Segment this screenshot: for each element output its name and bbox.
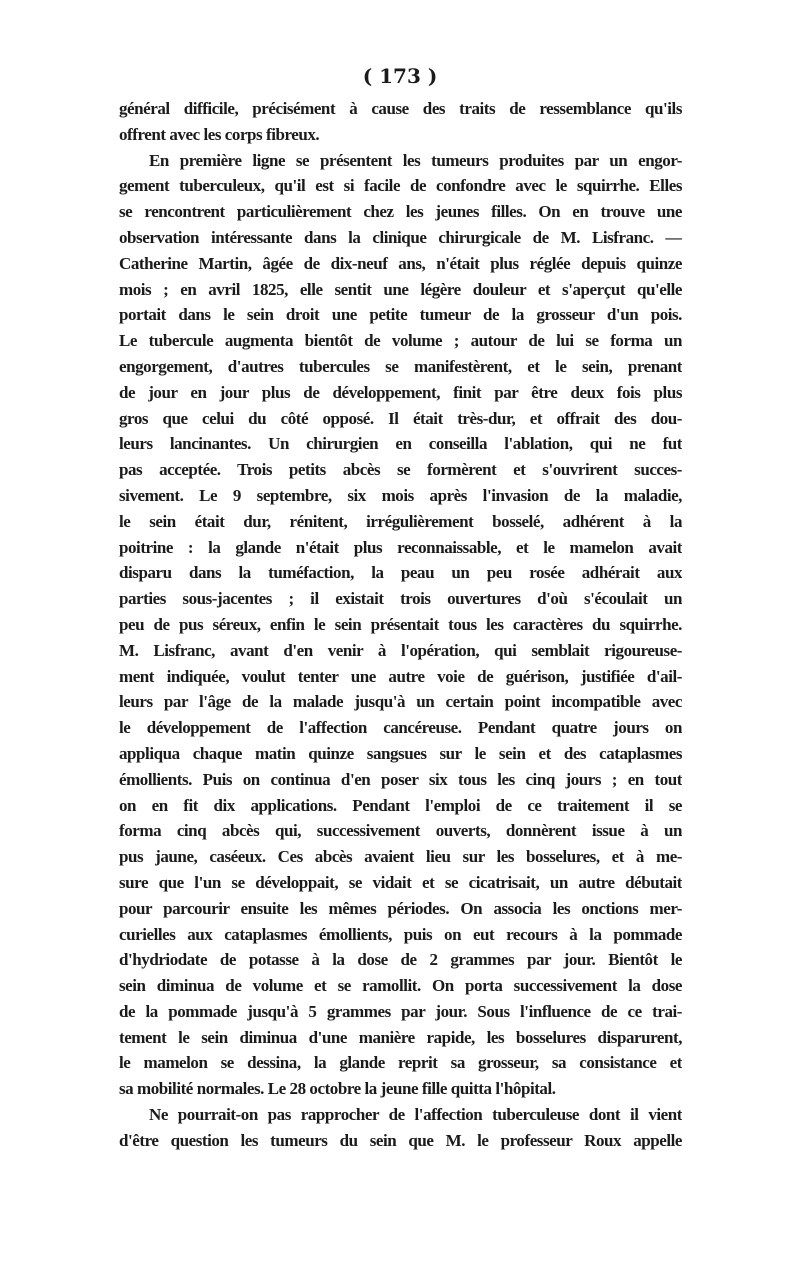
text-line: général difficile, précisément à cause des traits de ressemblance qu'ils <box>119 99 682 118</box>
text-line: Le tubercule augmenta bientôt de volume ; autour de lui se forma un <box>119 331 682 351</box>
text-line: d'hydriodate de potasse à la dose de 2 grammes par jour. Bientôt le <box>119 950 682 970</box>
text-line: d'être question les tumeurs du sein que M. le professeur Roux appelle <box>119 1130 682 1150</box>
text-line: Ne pourrait-on pas rapprocher de l'affection tuberculeuse dont il vient <box>149 1105 682 1125</box>
text-line: forma cinq abcès qui, successivement ouverts, donnèrent issue à un <box>119 821 682 841</box>
text-line: M. Lisfranc, avant d'en venir à l'opération, qui semblait rigoureuse- <box>119 640 682 660</box>
text-line: leurs lancinantes. Un chirurgien en conseilla l'ablation, qui ne fut <box>119 434 682 454</box>
text-line: leurs par l'âge de la malade jusqu'à un certain point incompatible avec <box>119 692 682 712</box>
text-line: sivement. Le 9 septembre, six mois après l'invasion de la maladie, <box>119 485 682 505</box>
text-line: se rencontrent particulièrement chez les jeunes filles. On en trouve une <box>119 202 682 222</box>
page-number: ( 173 ) <box>362 64 438 88</box>
text-line: curielles aux cataplasmes émollients, puis on eut recours à la pommade <box>119 924 682 944</box>
text-line: pour parcourir ensuite les mêmes périodes. On associa les onctions mer- <box>119 898 682 918</box>
text-line: portait dans le sein droit une petite tumeur de la grosseur d'un pois. <box>119 305 682 325</box>
text-line: de jour en jour plus de développement, finit par être deux fois plus <box>119 382 682 402</box>
text-line: émollients. Puis on continua d'en poser six tous les cinq jours ; en tout <box>119 769 682 789</box>
text-line: de la pommade jusqu'à 5 grammes par jour. Sous l'influence de ce trai- <box>119 1001 682 1021</box>
text-line: disparu dans la tuméfaction, la peau un peu rosée adhérait aux <box>119 563 682 583</box>
text-line: le mamelon se dessina, la glande reprit sa grosseur, sa consistance et <box>119 1053 682 1073</box>
text-line: engorgement, d'autres tubercules se manifestèrent, et le sein, prenant <box>119 356 682 376</box>
text-line: le développement de l'affection cancéreuse. Pendant quatre jours on <box>119 718 682 738</box>
text-line: offrent avec les corps fibreux. <box>119 124 320 144</box>
text-line: sa mobilité normales. Le 28 octobre la jeune fille quitta l'hôpital. <box>119 1079 556 1099</box>
text-line: ment indiquée, voulut tenter une autre voie de guérison, justifiée d'ail- <box>119 666 682 686</box>
body-text <box>119 96 682 1154</box>
text-line: pus jaune, caséeux. Ces abcès avaient lieu sur les bosselures, et à me- <box>119 847 682 867</box>
text-line: gros que celui du côté opposé. Il était très-dur, et offrait des dou- <box>119 408 682 428</box>
text-line: sein diminua de volume et se ramollit. On porta successivement la dose <box>119 976 682 996</box>
text-line: Catherine Martin, âgée de dix-neuf ans, n'était plus réglée depuis quinze <box>119 253 682 273</box>
text-line: gement tuberculeux, qu'il est si facile de confondre avec le squirrhe. Elles <box>119 176 682 196</box>
text-line: poitrine : la glande n'était plus reconnaissable, et le mamelon avait <box>119 537 682 557</box>
text-line: En première ligne se présentent les tumeurs produites par un engor- <box>149 150 682 170</box>
text-line: appliqua chaque matin quinze sangsues sur le sein et des cataplasmes <box>119 743 682 763</box>
text-line: parties sous-jacentes ; il existait trois ouvertures d'où s'écoulait un <box>119 589 682 609</box>
text-line: observation intéressante dans la clinique chirurgicale de M. Lisfranc. — <box>119 227 682 247</box>
text-line: on en fit dix applications. Pendant l'emploi de ce traitement il se <box>119 795 682 815</box>
text-line: peu de pus séreux, enfin le sein présentait tous les caractères du squirrhe. <box>119 614 682 634</box>
text-line: le sein était dur, rénitent, irrégulièrement bosselé, adhérent à la <box>119 511 682 531</box>
text-line: pas acceptée. Trois petits abcès se formèrent et s'ouvrirent succes- <box>119 460 682 480</box>
text-line: sure que l'un se développait, se vidait et se cicatrisait, un autre débutait <box>119 872 682 892</box>
text-line: tement le sein diminua d'une manière rapide, les bosselures disparurent, <box>119 1027 682 1047</box>
text-line: mois ; en avril 1825, elle sentit une légère douleur et s'aperçut qu'elle <box>119 279 682 299</box>
